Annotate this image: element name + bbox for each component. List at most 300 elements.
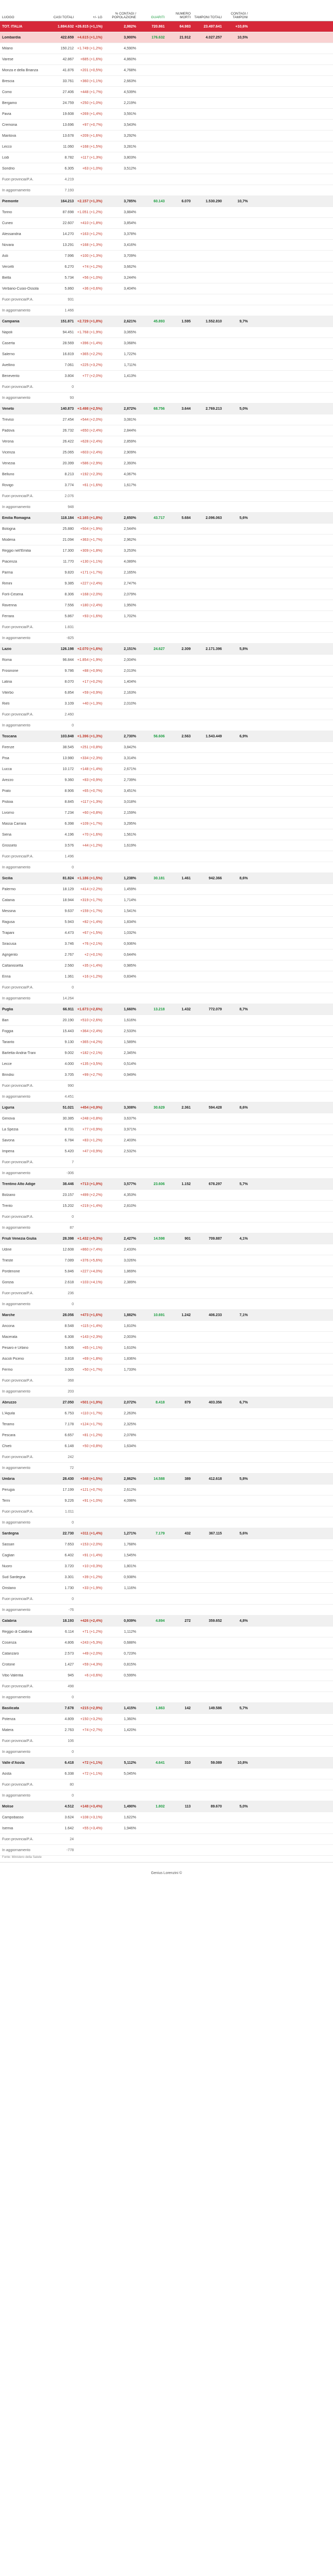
row-cell: 6.270 xyxy=(64,265,74,269)
row-cell: 2,982% xyxy=(124,24,136,29)
row-place: Fuori provincia/P.A. xyxy=(2,1160,34,1164)
row-place: Livorno xyxy=(2,811,14,815)
row-cell: +108 (+3,1%) xyxy=(80,1815,102,1819)
table-row xyxy=(0,1168,333,1179)
row-cell: 3,018% xyxy=(124,800,136,804)
row-place: Pordenone xyxy=(2,1269,20,1273)
row-place: Salerno xyxy=(2,352,15,356)
row-cell: +243 (+5,3%) xyxy=(80,1641,102,1645)
row-cell: 11.060 xyxy=(63,145,74,149)
table-row xyxy=(0,1179,333,1190)
row-cell: +153 (+2,0%) xyxy=(80,1542,102,1546)
row-cell: 1,116% xyxy=(124,1586,136,1590)
table-row xyxy=(0,753,333,764)
table-row xyxy=(0,829,333,840)
row-cell: 9,7% xyxy=(239,319,248,323)
row-cell: +250 (+1,0%) xyxy=(80,101,102,105)
row-cell: 5,7% xyxy=(239,1182,248,1186)
table-row xyxy=(0,1037,333,1048)
table-row xyxy=(0,982,333,993)
row-cell: 1.461 xyxy=(181,876,191,880)
row-cell: 13.696 xyxy=(62,123,74,127)
row-cell: +227 (+4,0%) xyxy=(80,1269,102,1273)
table-row xyxy=(0,447,333,458)
row-cell: 4.641 xyxy=(155,1761,165,1765)
table-row xyxy=(0,1714,333,1725)
table-row xyxy=(0,622,333,633)
table-row xyxy=(0,1397,333,1408)
table-row xyxy=(0,1430,333,1441)
row-cell: 4.512 xyxy=(64,1804,74,1809)
column-header: NUMERO MORTI xyxy=(176,12,191,19)
row-cell: 3.804 xyxy=(64,374,74,378)
row-cell: +159 (+1,7%) xyxy=(80,909,102,913)
row-cell: +63 (+1,0%) xyxy=(82,166,102,171)
row-cell: +473 (+1,6%) xyxy=(80,1313,102,1317)
row-place: Marche xyxy=(2,1313,15,1317)
row-cell: 56.606 xyxy=(153,734,165,738)
row-cell: 2,862% xyxy=(124,1477,136,1481)
row-cell: +70 (+1,6%) xyxy=(82,832,102,837)
row-cell: 0 xyxy=(72,1302,74,1306)
row-place: Roma xyxy=(2,658,12,662)
row-cell: 3,512% xyxy=(124,166,136,171)
row-cell: 0,949% xyxy=(124,1073,136,1077)
row-cell: 21.094 xyxy=(62,538,74,542)
row-place: Fuori provincia/P.A. xyxy=(2,985,34,990)
row-cell: 1,836% xyxy=(124,1357,136,1361)
row-cell: 6.418 xyxy=(64,1761,74,1765)
table-row xyxy=(0,611,333,622)
table-row xyxy=(0,1244,333,1255)
row-place: In aggiornamento xyxy=(2,1466,31,1470)
row-cell: 2,730% xyxy=(124,734,136,738)
row-cell: 1.831 xyxy=(64,625,74,629)
row-place: Fuori provincia/P.A. xyxy=(2,177,34,181)
row-cell: 4.473 xyxy=(64,931,74,935)
row-cell: +91 (+1,0%) xyxy=(82,1499,102,1503)
row-place: Lucca xyxy=(2,767,12,771)
row-cell: 106 xyxy=(68,1739,74,1743)
row-place: Fuori provincia/P.A. xyxy=(2,494,34,498)
row-cell: +860 (+7,4%) xyxy=(80,1247,102,1252)
row-cell: 24 xyxy=(70,1837,74,1841)
row-cell: 2,403% xyxy=(124,1138,136,1142)
row-cell: 7.678 xyxy=(64,1706,74,1710)
row-cell: 4.027.257 xyxy=(205,35,222,40)
table-row xyxy=(0,1091,333,1102)
row-cell: 93 xyxy=(70,396,74,400)
row-cell: 3.109 xyxy=(64,701,74,706)
row-cell: 10,5% xyxy=(237,35,248,40)
row-cell: 16.819 xyxy=(62,352,74,356)
row-place: Varese xyxy=(2,57,14,61)
row-cell: 30.181 xyxy=(153,876,165,880)
row-cell: 2,345% xyxy=(124,1051,136,1055)
row-cell: +83 (+0,9%) xyxy=(82,778,102,782)
row-place: Sassari xyxy=(2,1542,15,1546)
row-cell: 8.548 xyxy=(64,1324,74,1328)
row-cell: 1.595 xyxy=(181,319,191,323)
row-place: Piacenza xyxy=(2,560,17,564)
table-row xyxy=(0,414,333,425)
row-cell: 1,589% xyxy=(124,1040,136,1044)
row-place: Rovigo xyxy=(2,483,14,487)
row-cell: 1,616% xyxy=(124,1018,136,1022)
row-cell: +72 (+1,1%) xyxy=(82,1772,102,1776)
row-cell: 2,544% xyxy=(124,527,136,531)
row-cell: 38.545 xyxy=(62,745,74,749)
table-row xyxy=(0,1113,333,1124)
row-cell: +201 (+0,5%) xyxy=(80,68,102,72)
table-row xyxy=(0,1277,333,1288)
row-cell: +454 (+0,9%) xyxy=(80,1105,102,1110)
row-cell: 5.734 xyxy=(64,276,74,280)
row-cell: +363 (+1,7%) xyxy=(80,538,102,542)
row-place: Rimini xyxy=(2,581,12,586)
row-cell: 13.218 xyxy=(153,1007,165,1011)
row-cell: +74 (+2,7%) xyxy=(82,1728,102,1732)
table-row xyxy=(0,21,333,32)
row-place: Ferrara xyxy=(2,614,14,618)
row-cell: 20.399 xyxy=(62,461,74,465)
row-cell: 0,939% xyxy=(124,1619,136,1623)
table-row xyxy=(0,1048,333,1059)
row-cell: 60.143 xyxy=(153,199,165,203)
row-cell: +1.432 (+5,3%) xyxy=(77,1237,102,1241)
table-row xyxy=(0,993,333,1004)
row-cell: 12.608 xyxy=(62,1247,74,1252)
table-row xyxy=(0,87,333,98)
row-cell: +72 (+1,1%) xyxy=(82,1761,102,1765)
row-cell: +2.165 (+1,8%) xyxy=(77,516,102,520)
row-cell: 2,165% xyxy=(124,570,136,575)
row-cell: +17 (+0,2%) xyxy=(82,680,102,684)
table-row xyxy=(0,589,333,600)
table-row xyxy=(0,1299,333,1310)
row-cell: 310 xyxy=(184,1761,191,1765)
table-row xyxy=(0,1627,333,1637)
row-cell: 2.763 xyxy=(64,1728,74,1732)
row-cell: 9.385 xyxy=(64,581,74,586)
row-place: Pistoia xyxy=(2,800,14,804)
row-cell: 19.608 xyxy=(62,112,74,116)
row-cell: +109 (+1,7%) xyxy=(80,822,102,826)
row-cell: 1,946% xyxy=(124,1826,136,1830)
table-row xyxy=(0,949,333,960)
row-cell: +150 (+3,2%) xyxy=(80,1717,102,1721)
row-cell: 2,389% xyxy=(124,1280,136,1284)
row-cell: 6.305 xyxy=(64,166,74,171)
row-cell: +35 (+1,4%) xyxy=(82,964,102,968)
row-cell: -306 xyxy=(66,1171,74,1175)
row-cell: 3.576 xyxy=(64,843,74,848)
row-cell: 5.420 xyxy=(64,1149,74,1153)
row-place: Reggio di Calabria xyxy=(2,1630,32,1634)
row-cell: 678.297 xyxy=(208,1182,222,1186)
row-cell: 412.618 xyxy=(208,1477,222,1481)
row-cell: +163 (+1,2%) xyxy=(80,232,102,236)
row-place: Molise xyxy=(2,1804,14,1809)
row-cell: 3,308% xyxy=(124,1105,136,1110)
row-place: Fuori provincia/P.A. xyxy=(2,1684,34,1688)
table-row xyxy=(0,1648,333,1659)
row-cell: 10.691 xyxy=(153,1313,165,1317)
row-place: Fuori provincia/P.A. xyxy=(2,1455,34,1459)
row-place: In aggiornamento xyxy=(2,1793,31,1798)
row-cell: 118.184 xyxy=(61,516,74,520)
row-cell: 1,459% xyxy=(124,887,136,891)
row-cell: 22.730 xyxy=(62,1531,74,1536)
row-cell: 3,068% xyxy=(124,341,136,345)
row-cell: 0,834% xyxy=(124,974,136,979)
row-cell: 68.756 xyxy=(153,407,165,411)
row-cell: +93 (+1,6%) xyxy=(82,614,102,618)
row-cell: -778 xyxy=(66,1848,74,1852)
row-cell: 942.366 xyxy=(208,876,222,880)
row-cell: 14.270 xyxy=(62,232,74,236)
row-place: Latina xyxy=(2,680,12,684)
row-place: Foggia xyxy=(2,1029,14,1033)
table-row xyxy=(0,1288,333,1299)
row-cell: 1,561% xyxy=(124,832,136,837)
row-cell: 2,003% xyxy=(124,1335,136,1339)
row-cell: 3.301 xyxy=(64,1575,74,1579)
row-place: Fuori provincia/P.A. xyxy=(2,385,34,389)
row-cell: 6.854 xyxy=(64,691,74,695)
row-cell: 1,404% xyxy=(124,680,136,684)
table-row xyxy=(0,1332,333,1343)
row-cell: 3,416% xyxy=(124,243,136,247)
table-row xyxy=(0,1419,333,1430)
table-row xyxy=(0,1059,333,1070)
row-cell: +115 (+1,4%) xyxy=(81,1324,102,1328)
row-cell: +91 (+1,4%) xyxy=(82,1553,102,1557)
row-cell: 41.876 xyxy=(62,68,74,72)
row-place: Sicilia xyxy=(2,876,13,880)
row-cell: +56 (+1,0%) xyxy=(82,276,102,280)
row-cell: 2,747% xyxy=(124,581,136,586)
row-cell: 5,6% xyxy=(239,516,248,520)
row-cell: 0,688% xyxy=(124,1641,136,1645)
row-cell: 2,078% xyxy=(124,1433,136,1437)
table-row xyxy=(0,742,333,753)
row-cell: 2.769.213 xyxy=(205,407,222,411)
row-cell: 0 xyxy=(72,1597,74,1601)
row-place: Verbano-Cusio-Ossola xyxy=(2,287,39,291)
row-cell: +628 (+2,4%) xyxy=(80,439,102,444)
row-place: In aggiornamento xyxy=(2,188,31,192)
row-cell: 1,610% xyxy=(124,1346,136,1350)
row-cell: 1,714% xyxy=(124,898,136,902)
row-cell: 948 xyxy=(68,505,74,509)
row-cell: +251 (+0,8%) xyxy=(80,745,102,749)
row-cell: 0 xyxy=(72,723,74,727)
row-cell: +117 (+1,3%) xyxy=(81,155,102,160)
row-cell: 30.629 xyxy=(153,1105,165,1110)
row-cell: +227 (+2,4%) xyxy=(80,581,102,586)
row-place: Sud Sardegna xyxy=(2,1575,25,1579)
row-cell: 23.606 xyxy=(153,1182,165,1186)
table-row xyxy=(0,556,333,567)
table-row xyxy=(0,1834,333,1845)
row-cell: 96.844 xyxy=(62,658,74,662)
row-cell: +510 (+2,6%) xyxy=(80,1018,102,1022)
row-place: Pavia xyxy=(2,112,11,116)
row-place: Torino xyxy=(2,210,12,214)
row-cell: +410 (+1,8%) xyxy=(80,221,102,225)
row-cell: 26.422 xyxy=(62,439,74,444)
row-cell: 24.627 xyxy=(153,647,165,651)
row-cell: 1.730 xyxy=(64,1586,74,1590)
row-cell: 3,971% xyxy=(124,1127,136,1131)
table-row xyxy=(0,1550,333,1561)
row-cell: +61 (+1,6%) xyxy=(82,483,102,487)
row-place: Verona xyxy=(2,439,14,444)
table-row xyxy=(0,1801,333,1812)
row-cell: 9.226 xyxy=(64,1499,74,1503)
row-cell: 2,621% xyxy=(124,319,136,323)
row-cell: +319 (+1,7%) xyxy=(80,898,102,902)
row-cell: 9.360 xyxy=(64,778,74,782)
table-row xyxy=(0,1124,333,1135)
row-place: Monza e della Brianza xyxy=(2,68,38,72)
table-row xyxy=(0,1408,333,1419)
row-cell: 20.190 xyxy=(62,1018,74,1022)
row-cell: 2,810% xyxy=(124,1204,136,1208)
row-cell: 2,263% xyxy=(124,1411,136,1415)
table-row xyxy=(0,698,333,709)
row-cell: +67 (+1,5%) xyxy=(82,931,102,935)
row-cell: +103 (+4,1%) xyxy=(80,1280,102,1284)
row-cell: 1,869% xyxy=(124,1269,136,1273)
table-row xyxy=(0,1485,333,1495)
row-cell: +33 (+1,9%) xyxy=(82,1586,102,1590)
table-row xyxy=(0,141,333,152)
row-cell: 1,768% xyxy=(124,1542,136,1546)
row-place: Basilicata xyxy=(2,1706,19,1710)
row-cell: 0,815% xyxy=(124,1662,136,1667)
row-cell: 6.114 xyxy=(65,1630,74,1634)
table-row xyxy=(0,43,333,54)
row-cell: 18.944 xyxy=(62,898,74,902)
row-cell: 7.653 xyxy=(64,1542,74,1546)
row-cell: +309 (+1,8%) xyxy=(80,549,102,553)
table-row xyxy=(0,404,333,414)
row-cell: 87.698 xyxy=(62,210,74,214)
row-cell: 1,420% xyxy=(124,1728,136,1732)
row-place: Lazio xyxy=(2,647,11,651)
table-row xyxy=(0,1212,333,1222)
row-place: Trieste xyxy=(2,1258,14,1263)
row-cell: 3,281% xyxy=(124,145,136,149)
row-cell: 3.720 xyxy=(64,1564,74,1568)
row-cell: 26.732 xyxy=(62,428,74,433)
table-row xyxy=(0,655,333,666)
row-cell: 2.767 xyxy=(64,953,74,957)
row-cell: 4,590% xyxy=(124,46,136,50)
row-cell: 13.291 xyxy=(62,243,74,247)
row-cell: 7.089 xyxy=(64,1258,74,1263)
column-header: CONTAGI / TAMPONI xyxy=(231,12,248,19)
row-cell: 9.130 xyxy=(64,1040,74,1044)
row-cell: +121 (+0,7%) xyxy=(80,1488,102,1492)
row-place: Perugia xyxy=(2,1488,15,1492)
table-row xyxy=(0,1081,333,1091)
table-row xyxy=(0,1703,333,1714)
row-place: Trapani xyxy=(2,931,15,935)
row-cell: 22.607 xyxy=(62,221,74,225)
row-cell: +99 (+2,7%) xyxy=(82,1073,102,1077)
row-place: Forlì-Cesena xyxy=(2,592,23,596)
table-row xyxy=(0,862,333,873)
table-row xyxy=(0,1102,333,1113)
row-place: Asti xyxy=(2,254,8,258)
row-cell: 1,834% xyxy=(124,920,136,924)
row-cell: 0 xyxy=(72,985,74,990)
row-cell: +65 (+0,7%) xyxy=(82,789,102,793)
row-place: In aggiornamento xyxy=(2,505,31,509)
row-cell: +168 (+1,5%) xyxy=(80,145,102,149)
table-row xyxy=(0,971,333,982)
column-header: CASI TOTALI xyxy=(53,16,74,19)
row-cell: 87 xyxy=(70,1226,74,1230)
row-cell: 1,733% xyxy=(124,1368,136,1372)
row-cell: 2,739% xyxy=(124,778,136,782)
row-cell: 1,882% xyxy=(124,1313,136,1317)
row-cell: 7.193 xyxy=(64,188,74,192)
row-cell: 4,353% xyxy=(124,1193,136,1197)
row-place: Lecco xyxy=(2,145,12,149)
table-row xyxy=(0,917,333,928)
row-cell: 7.234 xyxy=(64,811,74,815)
row-cell: +225 (+3,2%) xyxy=(80,363,102,367)
row-cell: 149.586 xyxy=(208,1706,222,1710)
row-cell: 4.196 xyxy=(64,832,74,837)
row-place: Teramo xyxy=(2,1422,15,1426)
row-place: Taranto xyxy=(2,1040,15,1044)
table-row xyxy=(0,469,333,480)
row-cell: 2,393% xyxy=(124,461,136,465)
row-cell: 1,413% xyxy=(124,374,136,378)
row-place: Biella xyxy=(2,276,11,280)
row-cell: +365 (+4,2%) xyxy=(80,1040,102,1044)
table-row xyxy=(0,98,333,109)
row-cell: +10 (+0,3%) xyxy=(82,1564,102,1568)
row-place: Isernia xyxy=(2,1826,14,1830)
row-cell: 5,112% xyxy=(124,1761,136,1765)
row-cell: 10.172 xyxy=(62,767,74,771)
row-place: In aggiornamento xyxy=(2,1608,31,1612)
row-cell: 9.786 xyxy=(64,669,74,673)
row-place: Friuli Venezia Giulia xyxy=(2,1237,37,1241)
table-row xyxy=(0,1255,333,1266)
table-body xyxy=(0,21,333,1856)
row-place: Messina xyxy=(2,909,16,913)
row-cell: 9.637 xyxy=(64,909,74,913)
row-cell: 8,6% xyxy=(239,876,248,880)
row-cell: +110 (+1,7%) xyxy=(81,1411,102,1415)
row-place: Genova xyxy=(2,1116,15,1121)
row-cell: 9.820 xyxy=(64,570,74,575)
row-cell: +219 (+1,4%) xyxy=(80,1204,102,1208)
row-cell: 4,098% xyxy=(124,1499,136,1503)
row-cell: 18.193 xyxy=(62,1619,74,1623)
table-row xyxy=(0,1823,333,1834)
row-cell: +182 (+2,1%) xyxy=(80,1051,102,1055)
row-cell: 3,884% xyxy=(124,210,136,214)
row-cell: 1.361 xyxy=(64,974,74,979)
